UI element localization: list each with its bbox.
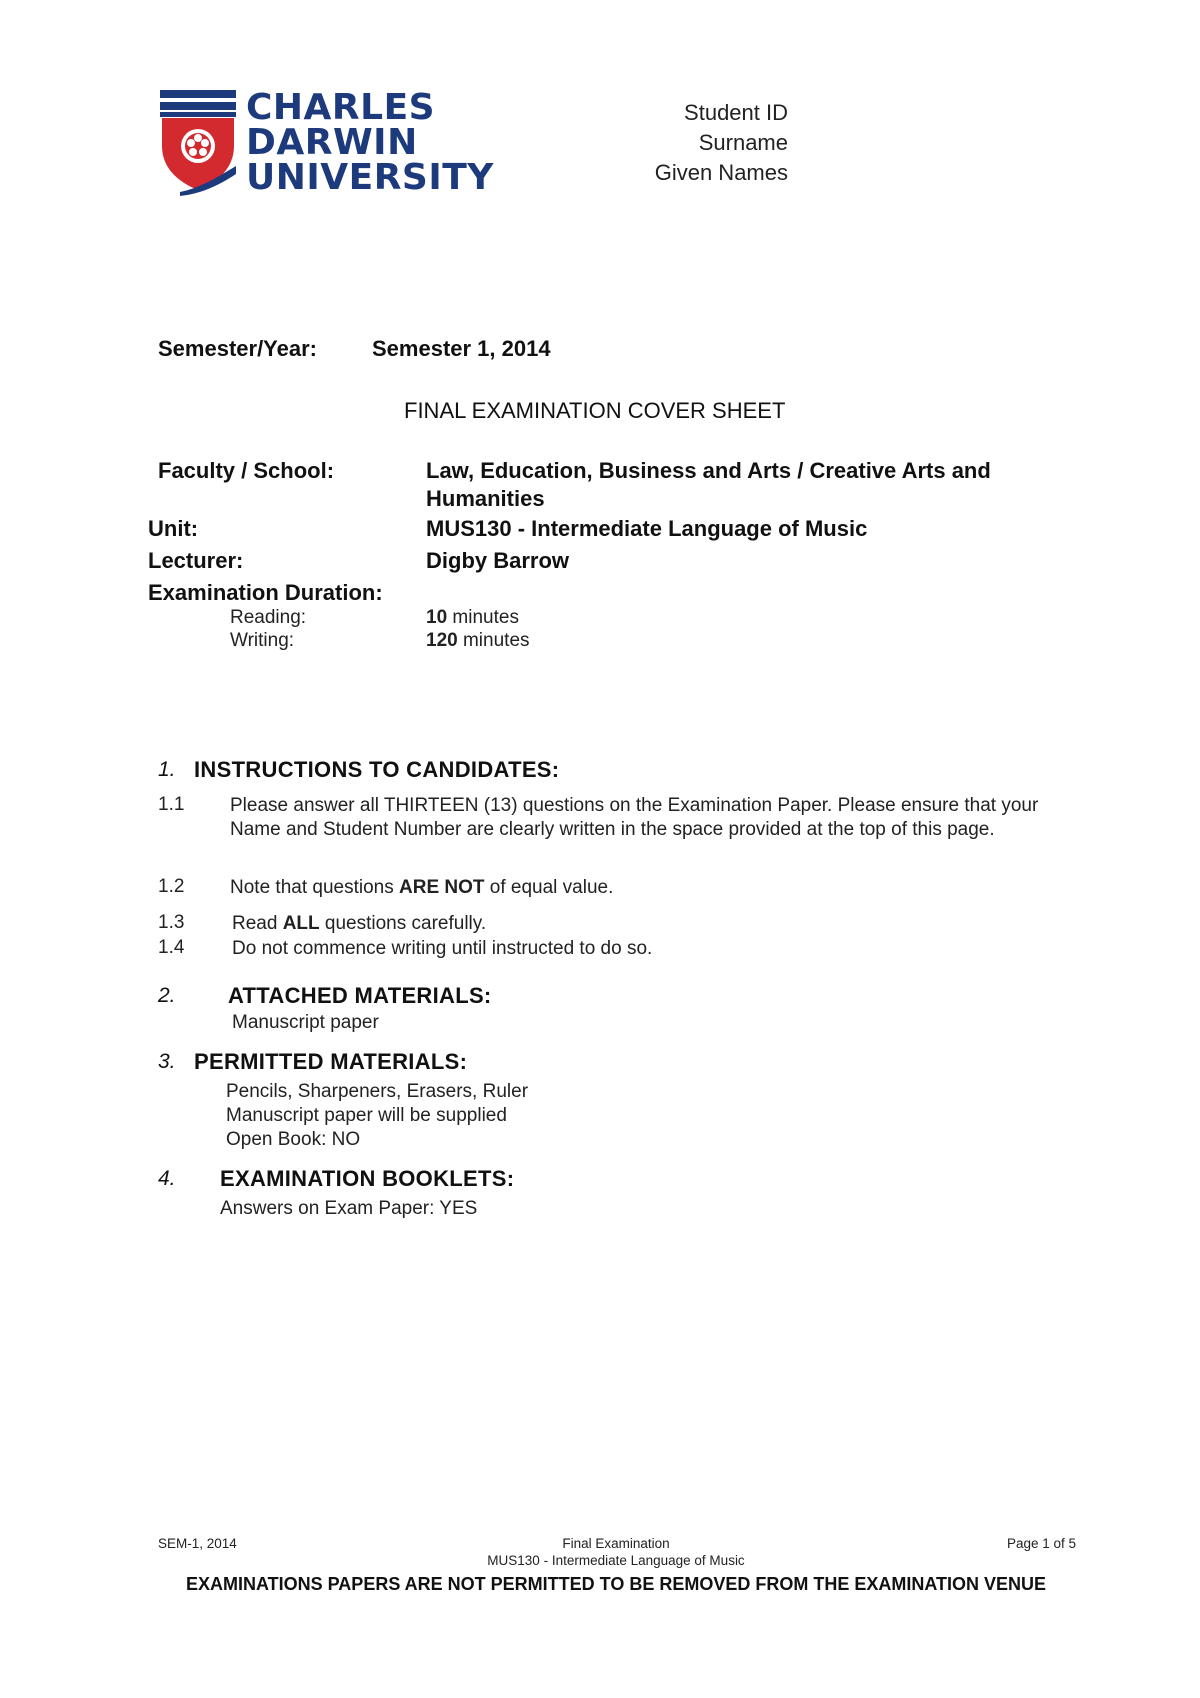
- unit-label: Unit:: [148, 516, 199, 541]
- page-title: FINAL EXAMINATION COVER SHEET: [404, 398, 786, 423]
- permitted-item: Pencils, Sharpeners, Erasers, Ruler: [226, 1081, 529, 1102]
- writing-value: 120: [426, 630, 458, 651]
- logo-line-university: UNIVERSITY: [246, 157, 494, 198]
- writing-label: Writing:: [230, 630, 295, 651]
- reading-label: Reading:: [230, 607, 307, 628]
- unit-value: MUS130 - Intermediate Language of Music: [426, 516, 868, 541]
- section-title-instructions: INSTRUCTIONS TO CANDIDATES:: [194, 757, 560, 782]
- booklets-item: Answers on Exam Paper: YES: [220, 1198, 478, 1219]
- surname-label: Surname: [698, 130, 788, 155]
- instruction-text: [230, 876, 613, 900]
- given-names-label: Given Names: [654, 160, 788, 185]
- faculty-value-line2: Humanities: [426, 486, 545, 511]
- instruction-emphasis: ARE NOT: [399, 877, 485, 898]
- section-number-permitted: 3.: [158, 1050, 176, 1073]
- semester-value: Semester 1, 2014: [372, 336, 551, 361]
- instruction-text: Please answer all THIRTEEN (13) questions on the Examination Paper. Please ensure that your Name and Student Number are clearly written in the space provided at the top of this page.: [230, 795, 1039, 840]
- section-number-attached: 2.: [158, 984, 176, 1007]
- footer-unit: MUS130 - Intermediate Language of Music: [487, 1553, 745, 1568]
- faculty-label: Faculty / School:: [158, 458, 335, 483]
- permitted-item: Open Book: NO: [226, 1129, 361, 1150]
- permitted-item: Manuscript paper will be supplied: [226, 1105, 507, 1126]
- duration-label: Examination Duration:: [148, 580, 383, 605]
- footer-semester: SEM-1, 2014: [158, 1536, 237, 1551]
- instruction-emphasis: ALL: [282, 913, 320, 934]
- instruction-text-part: Note that questions: [230, 877, 399, 898]
- footer-page-number: Page 1 of 5: [1006, 1536, 1076, 1551]
- instruction-number: 1.4: [158, 937, 185, 958]
- university-crest-icon: [160, 88, 236, 196]
- reading-unit: minutes: [447, 607, 519, 628]
- semester-label: Semester/Year:: [158, 336, 317, 361]
- reading-duration: [426, 607, 519, 629]
- section-number-instructions: 1.: [158, 758, 176, 781]
- writing-unit: minutes: [457, 630, 530, 651]
- instruction-text: [232, 912, 486, 936]
- footer-title: Final Examination: [562, 1536, 670, 1551]
- logo-line-charles: CHARLES: [246, 87, 436, 128]
- student-id-label: Student ID: [684, 100, 788, 125]
- instruction-text-part: Read: [232, 913, 283, 934]
- instruction-text: Do not commence writing until instructed to do so.: [232, 938, 653, 959]
- instruction-text-part: questions carefully.: [319, 913, 487, 934]
- writing-duration: [426, 630, 530, 652]
- attached-item: Manuscript paper: [232, 1012, 379, 1033]
- faculty-value-line1: Law, Education, Business and Arts / Creative Arts and: [426, 458, 991, 483]
- reading-value: 10: [426, 607, 448, 628]
- instruction-text-part: of equal value.: [484, 877, 614, 898]
- section-title-permitted: PERMITTED MATERIALS:: [194, 1049, 468, 1074]
- section-title-booklets: EXAMINATION BOOKLETS:: [220, 1166, 515, 1191]
- lecturer-value: Digby Barrow: [426, 548, 570, 573]
- footer-warning: EXAMINATIONS PAPERS ARE NOT PERMITTED TO BE REMOVED FROM THE EXAMINATION VENUE: [185, 1574, 1047, 1594]
- section-number-booklets: 4.: [158, 1167, 176, 1190]
- instruction-number: 1.3: [158, 912, 185, 933]
- lecturer-label: Lecturer:: [148, 548, 244, 573]
- logo-line-darwin: DARWIN: [246, 122, 418, 163]
- section-title-attached: ATTACHED MATERIALS:: [228, 983, 492, 1008]
- instruction-number: 1.2: [158, 876, 185, 897]
- instruction-number: 1.1: [158, 794, 185, 815]
